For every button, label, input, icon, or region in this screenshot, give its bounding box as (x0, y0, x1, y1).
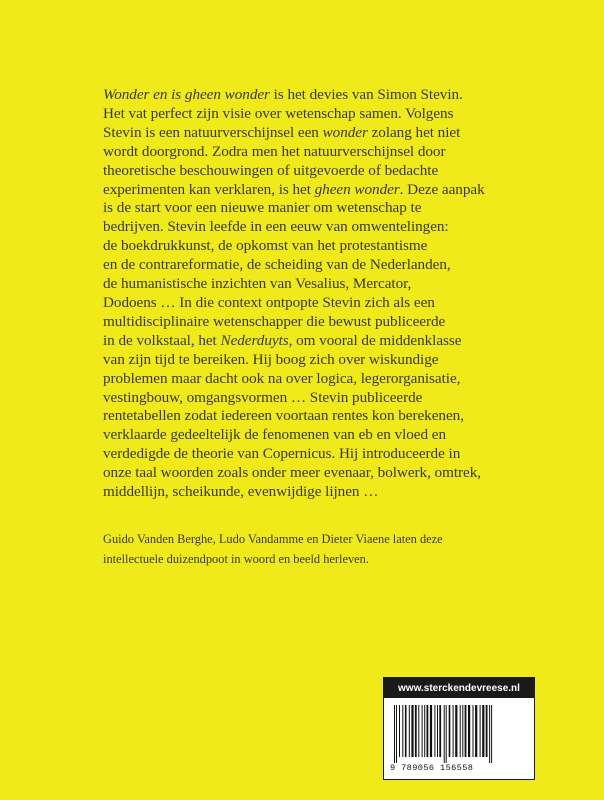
barcode-bar (437, 705, 438, 757)
blurb-line: experimenten kan verklaren, is het gheen wonder. Deze aanpak (103, 180, 485, 198)
barcode-bar (462, 705, 463, 757)
blurb-line: van zijn tijd te bereiken. Hij boog zich over wiskundige (103, 350, 439, 368)
isbn-number: 9 789056 156558 (390, 763, 474, 773)
blurb-line: onze taal woorden zoals onder meer evenaar, bolwerk, omtrek, (103, 464, 482, 482)
barcode-bar (491, 705, 492, 763)
barcode-bar (427, 705, 429, 757)
blurb-line: is de start voor een nieuwe manier om wetenschap te (103, 199, 422, 217)
blurb-line: middellijn, scheikunde, evenwijdige lijnen … (103, 483, 379, 501)
barcode-bar (449, 705, 451, 757)
barcode-bar (486, 705, 488, 757)
credits-line: intellectuele duizendpoot in woord en beeld herleven. (103, 552, 369, 566)
blurb-line: multidisciplinaire wetenschapper die bewust publiceerde (103, 312, 446, 330)
barcode-bar (475, 705, 477, 757)
barcode-bar (453, 705, 454, 757)
barcode-bar (411, 705, 413, 757)
blurb-line: wordt doorgrond. Zodra men het natuurverschijnsel door (103, 142, 446, 160)
blurb-line: bedrijven. Stevin leefde in een eeuw van omwentelingen: (103, 218, 449, 236)
blurb-line: de humanistische inzichten van Vesalius, Mercator, (103, 275, 412, 293)
barcode-bars (392, 705, 526, 763)
barcode-bar (394, 705, 395, 763)
barcode-bar (482, 705, 484, 757)
barcode-bar (460, 705, 461, 757)
barcode-bar (409, 705, 410, 757)
barcode-bar (418, 705, 419, 757)
blurb-line: Wonder en is gheen wonder is het devies van Simon Stevin. (103, 86, 463, 103)
author-credits (103, 529, 563, 569)
blurb-line: Dodoens … In die context ontpopte Stevin zich als een (103, 293, 435, 311)
barcode-bar (465, 705, 467, 757)
barcode-bar (422, 705, 423, 757)
barcode-block (383, 677, 535, 780)
blurb-line: Stevin is een natuurverschijnsel een wonder zolang het niet (103, 123, 461, 141)
barcode-bar (415, 705, 417, 757)
barcode-bar (473, 705, 474, 757)
blurb-line: rentetabellen zodat iedereen voortaan rentes kon berekenen, (103, 407, 464, 425)
barcode-bar (424, 705, 425, 757)
devies-italic: Wonder en is gheen wonder (103, 86, 270, 103)
blurb-text (103, 86, 563, 502)
barcode-bar (468, 705, 470, 757)
barcode-bar (399, 705, 400, 757)
blurb-line: verdedigde de theorie van Copernicus. Hij introduceerde in (103, 445, 461, 463)
blurb-line: theoretische beschouwingen of uitgevoerde of bedachte (103, 161, 439, 179)
barcode-bar (396, 705, 397, 763)
barcode-bar (455, 705, 457, 757)
barcode-bar (444, 705, 445, 763)
blurb-line: en de contrareformatie, de scheiding van de Nederlanden, (103, 256, 451, 274)
barcode-bar (439, 705, 441, 757)
barcode-bar (480, 705, 481, 757)
blurb-line: in de volkstaal, het Nederduyts, om vooral de middenklasse (103, 331, 462, 349)
blurb-line: verklaarde gedeeltelijk de fenomenen van eb en vloed en (103, 426, 447, 444)
blurb-line: problemen maar dacht ook na over logica, legerorganisatie, (103, 369, 461, 387)
barcode-bar (405, 705, 407, 757)
barcode-bar (402, 705, 403, 757)
blurb-line: de boekdrukkunst, de opkomst van het protestantisme (103, 237, 428, 255)
barcode-bar (434, 705, 435, 757)
credits-line: Guido Vanden Berghe, Ludo Vandamme en Dieter Viaene laten deze (103, 532, 443, 546)
blurb-line: Het vat perfect zijn visie over wetenschap samen. Volgens (103, 104, 454, 122)
barcode-bar (489, 705, 490, 763)
barcode-bar (446, 705, 447, 763)
publisher-url[interactable]: www.sterckendevreese.nl (384, 678, 534, 698)
barcode-bar (430, 705, 432, 757)
blurb-line: vestingbouw, omgangsvormen … Stevin publiceerde (103, 388, 423, 406)
